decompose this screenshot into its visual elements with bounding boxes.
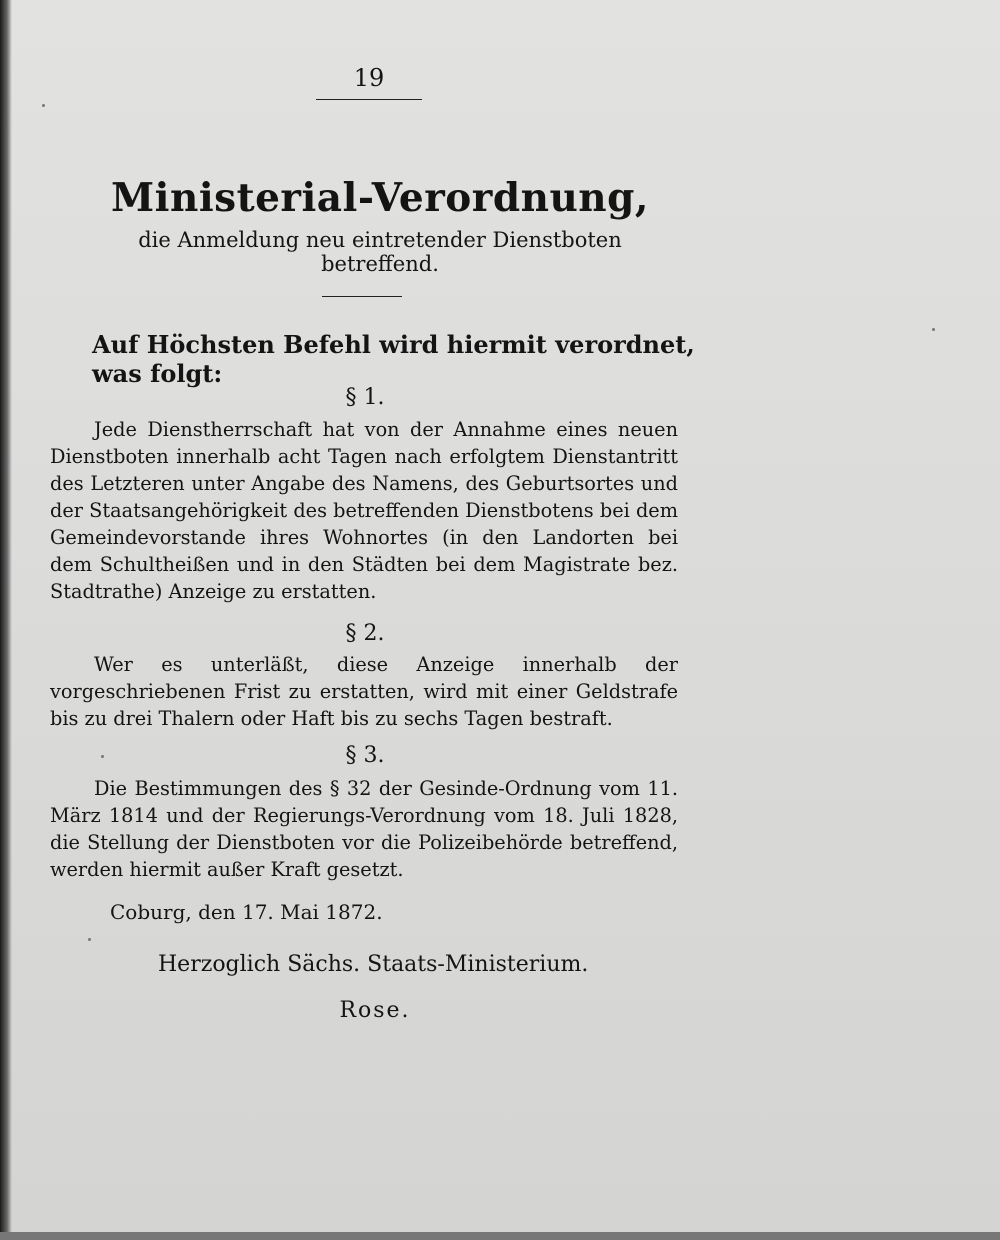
page-number: 19 [353,64,385,92]
ministry-name: Herzoglich Sächs. Staats-Ministerium. [158,952,589,977]
scan-shadow-bottom [0,1232,1000,1240]
scan-speck [101,755,104,758]
section-1-text: Jede Dienstherrschaft hat von der Annahme eines neuen Dienstboten innerhalb acht Tagen nach erfolgtem Dienstantritt des Letzteren unter Angabe des Namens, des Geburtsortes und der Staatsangehörigkeit des betreffenden Dienstbotens bei dem Gemeindevorstande ihres Wohnortes (in den Landorten bei dem Schultheißen und in den Städten bei dem Magistrate bez. Stadtrathe) Anzeige zu erstatten. [50,418,678,603]
date-line: Coburg, den 17. Mai 1872. [110,900,383,924]
section-3-text: Die Bestimmungen des § 32 der Gesinde-Ordnung vom 11. März 1814 und der Regierungs-Verordnung vom 18. Juli 1828, die Stellung der Dienstboten vor die Polizeibehörde betreffend, werden hiermit außer Kraft gesetzt. [50,777,678,881]
document-subtitle: die Anmeldung neu eintretender Dienstboten betreffend. [138,228,622,276]
signature: Rose. [339,998,411,1023]
page-number-rule [316,99,422,100]
section-2-heading: § 2. [345,621,385,646]
title-divider [322,296,402,297]
intro-line: Auf Höchsten Befehl wird hiermit verordnet, was folgt: [92,330,695,388]
section-1-heading: § 1. [345,385,385,410]
document-title: Ministerial-Verordnung, [110,175,650,221]
scan-speck [42,104,45,107]
section-3-heading: § 3. [345,743,385,768]
scan-speck [932,328,935,331]
scan-shadow-left [0,0,12,1240]
scan-speck [88,938,91,941]
section-2-text: Wer es unterläßt, diese Anzeige innerhalb der vorgeschriebenen Frist zu erstatten, wird mit einer Geldstrafe bis zu drei Thalern oder Haft bis zu sechs Tagen bestraft. [50,653,678,730]
